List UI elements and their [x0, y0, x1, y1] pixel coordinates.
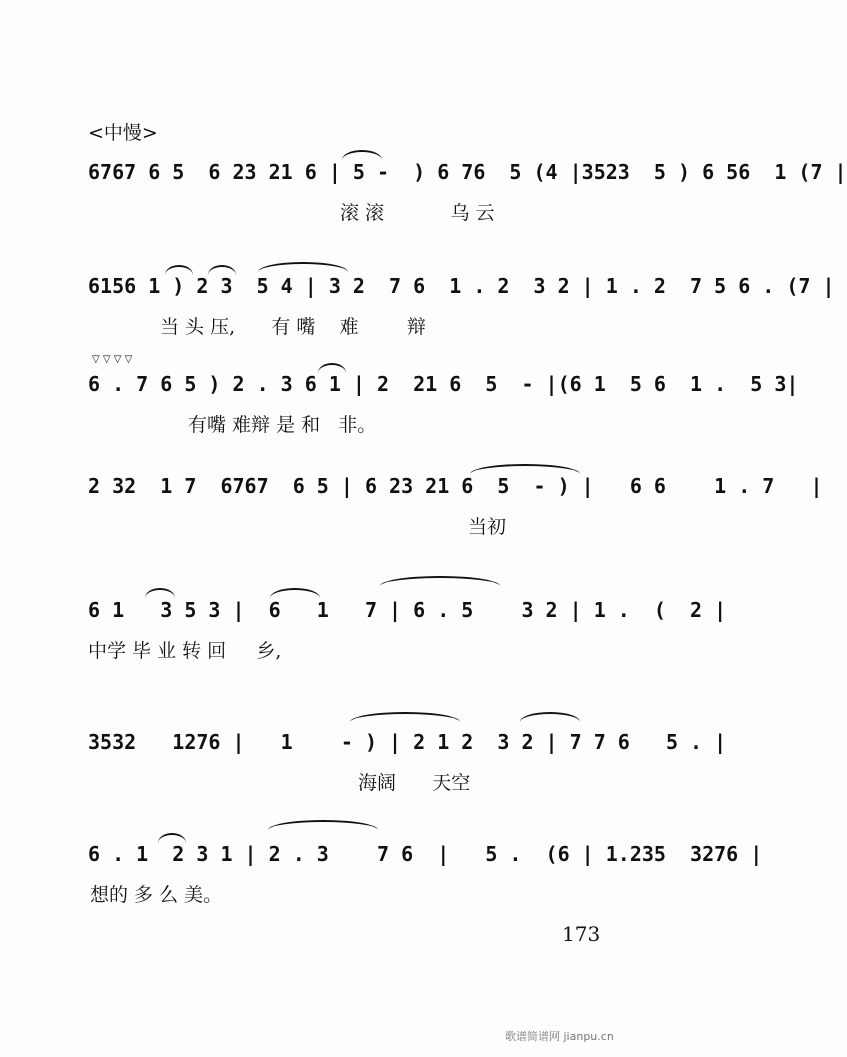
notation: 3532 1276 | 1 - ) | 2 1 2 3 2 | 7 7 6 5 . | [88, 730, 727, 754]
score-line-1 [0, 160, 847, 280]
lyrics: 滚 滚 乌 云 [340, 202, 495, 224]
score-line-4 [0, 474, 823, 594]
notation: 6 1 3 5 3 | 6 1 7 | 6 . 5 3 2 | 1 . ( 2 | [88, 598, 727, 622]
score-line-6 [0, 730, 727, 850]
lyrics: 中学 毕 业 转 回 乡, [88, 640, 282, 662]
page-number: 173 [562, 922, 601, 946]
lyrics: 当初 [468, 516, 507, 538]
accent-marks: ▽ ▽ ▽ ▽ [92, 354, 133, 365]
tempo-marking: <中慢> [88, 122, 158, 144]
watermark: 歌谱简谱网 jianpu.cn [505, 1030, 614, 1043]
score-line-5 [0, 598, 727, 718]
lyrics: 想的 多 么 美。 [90, 884, 223, 906]
lyrics: 当 头 压, 有 嘴 难 辩 [160, 316, 426, 338]
score-line-7 [0, 842, 763, 962]
notation: 2 32 1 7 6767 6 5 | 6 23 21 6 5 - ) | 6 6 1 . 7 | [88, 474, 823, 498]
slur [342, 150, 382, 160]
lyrics: 有嘴 难辩 是 和 非。 [188, 414, 377, 436]
notation: 6 . 7 6 5 ) 2 . 3 6 1 | 2 21 6 5 - |(6 1 5 6 1 . 5 3| [88, 372, 799, 396]
notation: 6156 1 ) 2 3 5 4 | 3 2 7 6 1 . 2 3 2 | 1 . 2 7 5 6 . (7 | [88, 274, 835, 298]
lyrics: 海阔 天空 [358, 772, 471, 794]
notation: 6767 6 5 6 23 21 6 | 5 - ) 6 76 5 (4 |3523 5 ) 6 56 1 (7 | [88, 160, 847, 184]
notation: 6 . 1 2 3 1 | 2 . 3 7 6 | 5 . (6 | 1.235 3276 | [88, 842, 763, 866]
